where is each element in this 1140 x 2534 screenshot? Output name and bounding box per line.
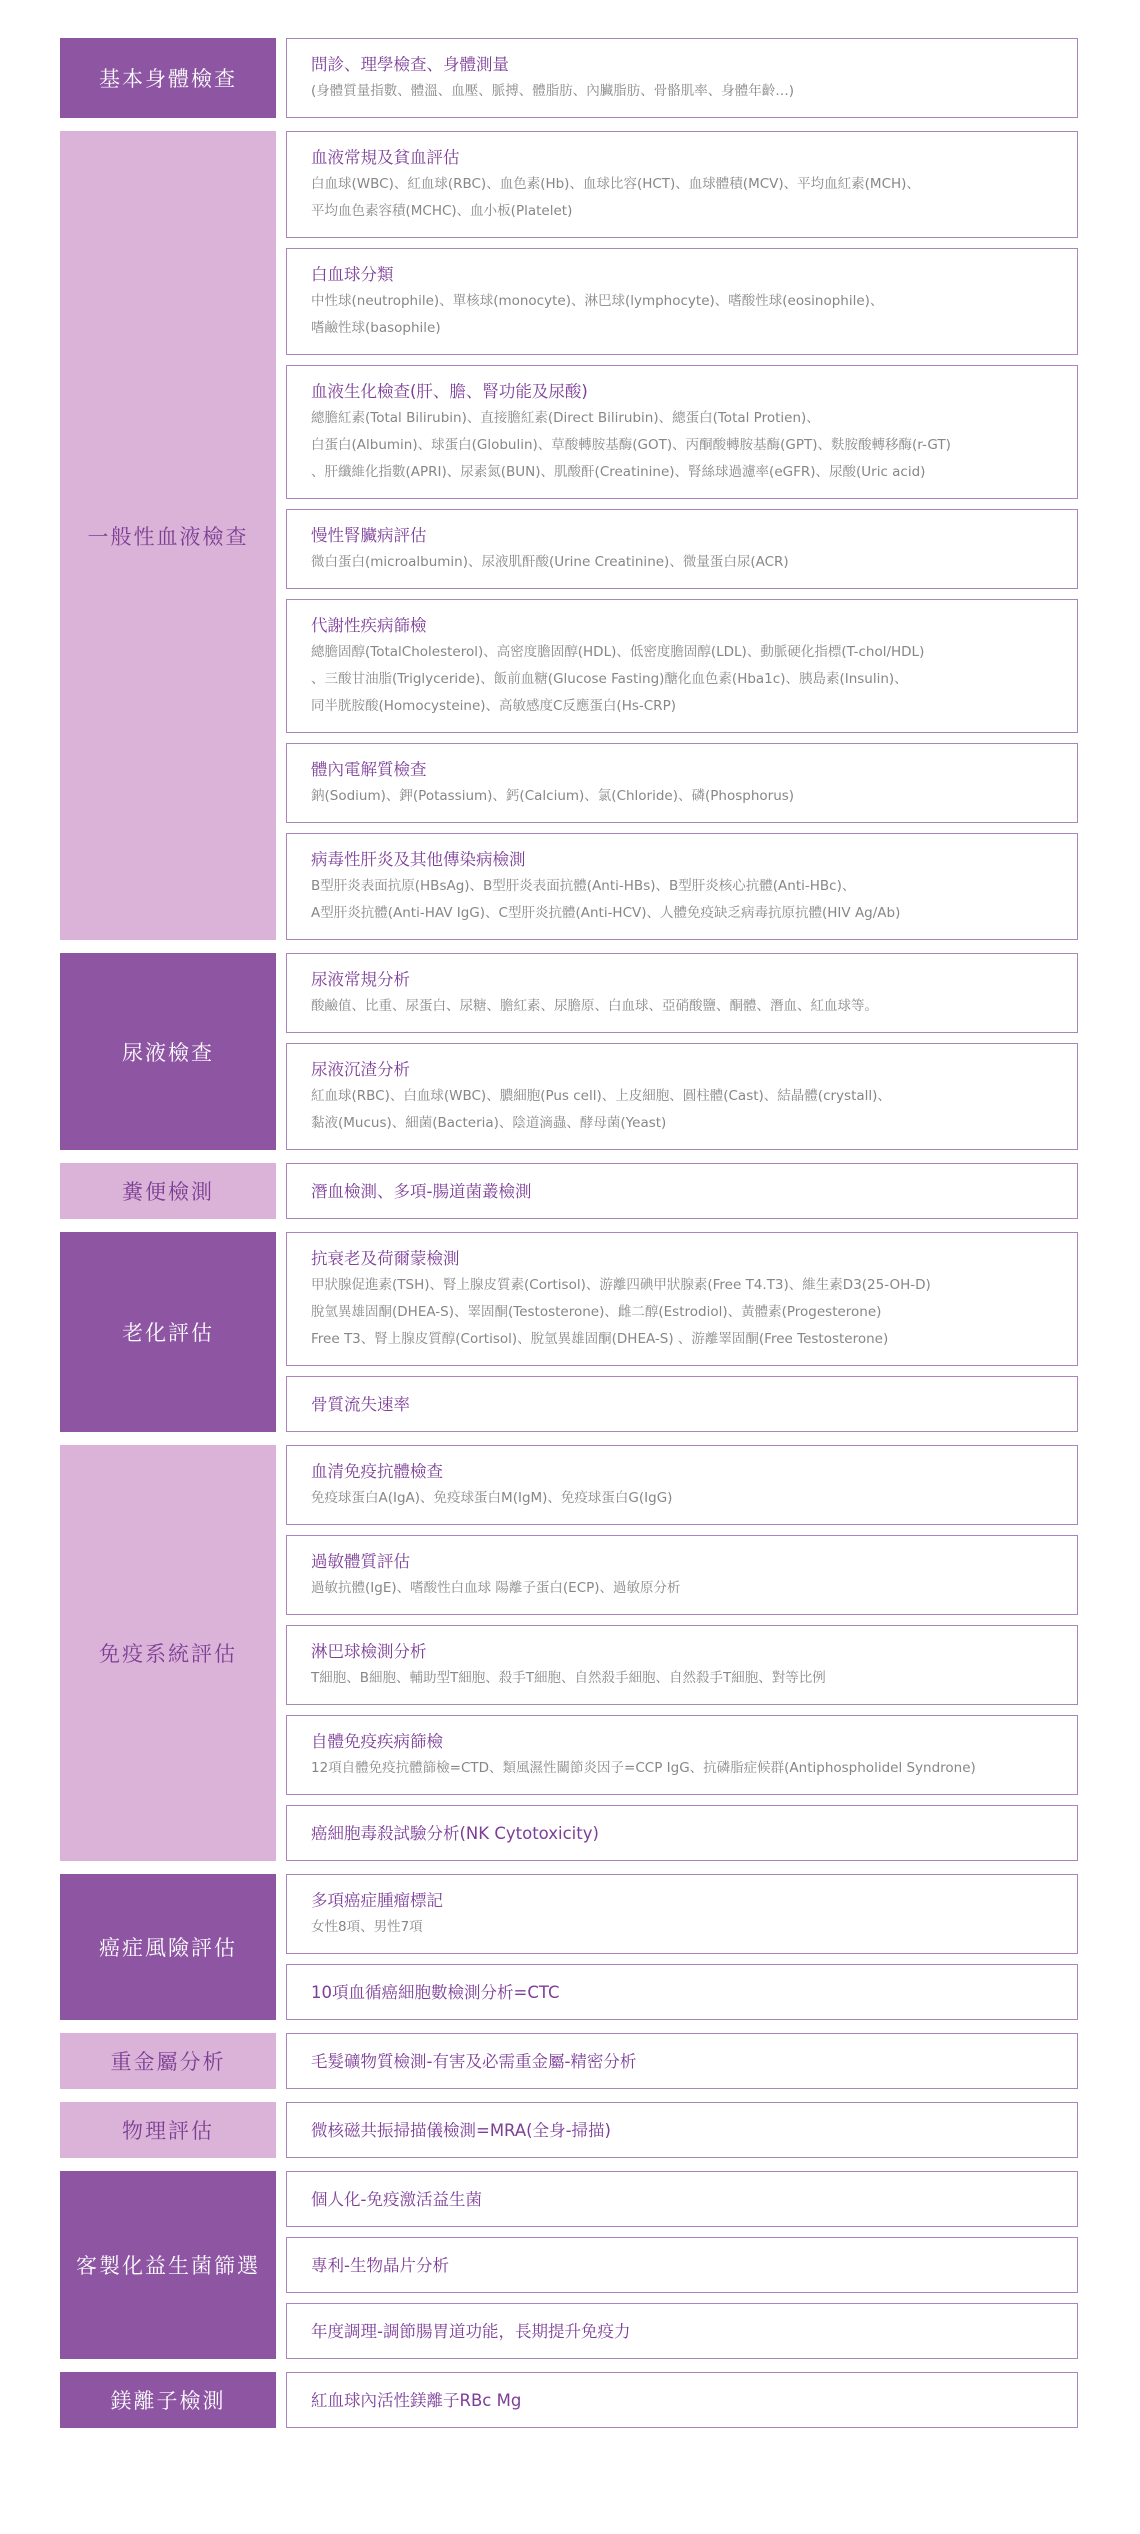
exam-item-title: 自體免疫疾病篩檢 (311, 1732, 443, 1751)
exam-item (286, 1376, 1078, 1432)
exam-item-detail: 甲狀腺促進素(TSH)、腎上腺皮質素(Cortisol)、游離四碘甲狀腺素(Free T4.T3)、維生素D3(25-OH-D) (311, 1277, 931, 1293)
exam-item-detail: 微白蛋白(microalbumin)、尿液肌酐酸(Urine Creatinine)、微量蛋白尿(ACR) (311, 554, 789, 570)
exam-item (286, 2033, 1078, 2089)
exam-item (286, 1163, 1078, 1219)
exam-item (286, 1964, 1078, 2020)
category-label: 重金屬分析 (60, 2033, 276, 2089)
exam-item-title: 血清免疫抗體檢查 (311, 1462, 443, 1481)
exam-item-detail: 、三酸甘油脂(Triglyceride)、飯前血糖(Glucose Fasting)醣化血色素(Hba1c)、胰島素(Insulin)、 (311, 671, 908, 687)
exam-item-detail: 總膽紅素(Total Bilirubin)、直接膽紅素(Direct Bilirubin)、總蛋白(Total Protien)、 (311, 410, 820, 426)
exam-item-detail: 紅血球(RBC)、白血球(WBC)、膿細胞(Pus cell)、上皮細胞、圓柱體(Cast)、結晶體(crystall)、 (311, 1088, 891, 1104)
health-check-table (60, 38, 1078, 2441)
exam-item-list (286, 2372, 1078, 2428)
exam-group (60, 2171, 1078, 2359)
exam-item-list (286, 1232, 1078, 1432)
exam-item-list (286, 38, 1078, 118)
exam-item-list (286, 2171, 1078, 2359)
exam-item-title: 個人化-免疫激活益生菌 (311, 2189, 482, 2209)
category-label: 癌症風險評估 (60, 1874, 276, 2020)
category-label: 尿液檢查 (60, 953, 276, 1150)
exam-item-list (286, 953, 1078, 1150)
exam-item-list (286, 131, 1078, 940)
exam-item-detail: 總膽固醇(TotalCholesterol)、高密度膽固醇(HDL)、低密度膽固醇(LDL)、動脈硬化指標(T-chol/HDL) (311, 644, 925, 660)
category-label: 物理評估 (60, 2102, 276, 2158)
exam-item-detail: 白蛋白(Albumin)、球蛋白(Globulin)、草酸轉胺基酶(GOT)、丙酮酸轉胺基酶(GPT)、麩胺酸轉移酶(r-GT) (311, 437, 951, 453)
exam-item-title: 尿液常規分析 (311, 970, 410, 989)
exam-item-detail: 嗜鹼性球(basophile) (311, 320, 441, 336)
exam-item-list (286, 1163, 1078, 1219)
category-label: 老化評估 (60, 1232, 276, 1432)
exam-item-title: 10項血循癌細胞數檢測分析=CTC (311, 1982, 560, 2002)
exam-item-detail: 女性8項、男性7項 (311, 1919, 423, 1935)
exam-item-detail: 過敏抗體(IgE)、嗜酸性白血球 陽離子蛋白(ECP)、過敏原分析 (311, 1580, 681, 1596)
exam-item (286, 509, 1078, 589)
exam-item-detail: 、肝纖維化指數(APRI)、尿素氮(BUN)、肌酸酐(Creatinine)、腎絲球過濾率(eGFR)、尿酸(Uric acid) (311, 464, 926, 480)
category-label: 客製化益生菌篩選 (60, 2171, 276, 2359)
exam-item (286, 1715, 1078, 1795)
exam-item-detail: 酸鹼值、比重、尿蛋白、尿糖、膽紅素、尿膽原、白血球、亞硝酸鹽、酮體、潛血、紅血球等。 (311, 998, 878, 1014)
exam-item-detail: 平均血色素容積(MCHC)、血小板(Platelet) (311, 203, 573, 219)
exam-item-list (286, 1445, 1078, 1861)
category-label: 一般性血液檢查 (60, 131, 276, 940)
exam-item-detail: 鈉(Sodium)、鉀(Potassium)、鈣(Calcium)、氯(Chloride)、磷(Phosphorus) (311, 788, 795, 804)
exam-item-title: 抗衰老及荷爾蒙檢測 (311, 1249, 460, 1268)
exam-item (286, 953, 1078, 1033)
exam-item-detail: 中性球(neutrophile)、單核球(monocyte)、淋巴球(lymphocyte)、嗜酸性球(eosinophile)、 (311, 293, 884, 309)
exam-item-title: 血液常規及貧血評估 (311, 148, 460, 167)
exam-group (60, 1874, 1078, 2020)
exam-item (286, 599, 1078, 733)
exam-item (286, 38, 1078, 118)
exam-item (286, 2102, 1078, 2158)
exam-item-list (286, 2102, 1078, 2158)
exam-item (286, 1043, 1078, 1150)
exam-item-detail: B型肝炎表面抗原(HBsAg)、B型肝炎表面抗體(Anti-HBs)、B型肝炎核心抗體(Anti-HBc)、 (311, 878, 856, 894)
exam-item (286, 1232, 1078, 1366)
exam-item (286, 2237, 1078, 2293)
exam-item-detail: 免疫球蛋白A(IgA)、免疫球蛋白M(IgM)、免疫球蛋白G(IgG) (311, 1490, 673, 1506)
exam-item-title: 骨質流失速率 (311, 1394, 410, 1414)
exam-item-detail: Free T3、腎上腺皮質醇(Cortisol)、脫氫異雄固酮(DHEA-S) 、游離睪固酮(Free Testosterone) (311, 1331, 889, 1347)
exam-group (60, 38, 1078, 118)
exam-item (286, 131, 1078, 238)
exam-item-title: 過敏體質評估 (311, 1552, 410, 1571)
exam-item-title: 代謝性疾病篩檢 (311, 616, 427, 635)
exam-group (60, 131, 1078, 940)
exam-item-title: 毛髮礦物質檢測-有害及必需重金屬-精密分析 (311, 2051, 637, 2071)
category-label: 鎂離子檢測 (60, 2372, 276, 2428)
exam-item-title: 慢性腎臟病評估 (311, 526, 427, 545)
exam-group (60, 2372, 1078, 2428)
exam-item (286, 1535, 1078, 1615)
exam-item-detail: 12項自體免疫抗體篩檢=CTD、類風濕性關節炎因子=CCP IgG、抗磷脂症候群(Antiphospholidel Syndrone) (311, 1760, 976, 1776)
exam-item-title: 血液生化檢查(肝、膽、腎功能及尿酸) (311, 382, 588, 401)
exam-group (60, 1232, 1078, 1432)
exam-group (60, 2102, 1078, 2158)
exam-item-title: 潛血檢測、多項-腸道菌叢檢測 (311, 1181, 532, 1201)
exam-item-title: 淋巴球檢測分析 (311, 1642, 427, 1661)
exam-item (286, 2303, 1078, 2359)
exam-item-detail: T細胞、B細胞、輔助型T細胞、殺手T細胞、自然殺手細胞、自然殺手T細胞、對等比例 (311, 1670, 826, 1686)
exam-item-list (286, 1874, 1078, 2020)
exam-group (60, 1445, 1078, 1861)
exam-item-title: 體內電解質檢查 (311, 760, 427, 779)
exam-group (60, 2033, 1078, 2089)
exam-item-detail: (身體質量指數、體溫、血壓、脈搏、體脂肪、內臟脂肪、骨骼肌率、身體年齡…) (311, 83, 795, 99)
exam-item-title: 問診、理學檢查、身體測量 (311, 55, 509, 74)
category-label: 免疫系統評估 (60, 1445, 276, 1861)
exam-item (286, 1805, 1078, 1861)
exam-item-title: 癌細胞毒殺試驗分析(NK Cytotoxicity) (311, 1823, 599, 1843)
exam-item (286, 833, 1078, 940)
exam-item-detail: 黏液(Mucus)、細菌(Bacteria)、陰道滴蟲、酵母菌(Yeast) (311, 1115, 667, 1131)
category-label: 糞便檢測 (60, 1163, 276, 1219)
exam-item (286, 2372, 1078, 2428)
exam-item-detail: A型肝炎抗體(Anti-HAV IgG)、C型肝炎抗體(Anti-HCV)、人體免疫缺乏病毒抗原抗體(HIV Ag/Ab) (311, 905, 901, 921)
exam-item-list (286, 2033, 1078, 2089)
exam-item (286, 2171, 1078, 2227)
exam-item-title: 專利-生物晶片分析 (311, 2255, 449, 2275)
exam-item-title: 微核磁共振掃描儀檢測=MRA(全身-掃描) (311, 2120, 611, 2140)
exam-item-title: 尿液沉渣分析 (311, 1060, 410, 1079)
exam-group (60, 953, 1078, 1150)
exam-item-title: 多項癌症腫瘤標記 (311, 1891, 443, 1910)
exam-item-title: 紅血球內活性鎂離子RBc Mg (311, 2390, 522, 2410)
exam-item-title: 病毒性肝炎及其他傳染病檢測 (311, 850, 526, 869)
category-label: 基本身體檢查 (60, 38, 276, 118)
exam-item-detail: 脫氫異雄固酮(DHEA-S)、睪固酮(Testosterone)、雌二醇(Estrodiol)、黃體素(Progesterone) (311, 1304, 882, 1320)
exam-item (286, 1874, 1078, 1954)
exam-group (60, 1163, 1078, 1219)
exam-item-title: 年度調理-調節腸胃道功能，長期提升免疫力 (311, 2321, 631, 2341)
exam-item (286, 1445, 1078, 1525)
exam-item-title: 白血球分類 (311, 265, 394, 284)
exam-item-detail: 白血球(WBC)、紅血球(RBC)、血色素(Hb)、血球比容(HCT)、血球體積(MCV)、平均血紅素(MCH)、 (311, 176, 920, 192)
exam-item (286, 743, 1078, 823)
exam-item-detail: 同半胱胺酸(Homocysteine)、高敏感度C反應蛋白(Hs-CRP) (311, 698, 676, 714)
exam-item (286, 365, 1078, 499)
exam-item (286, 1625, 1078, 1705)
exam-item (286, 248, 1078, 355)
